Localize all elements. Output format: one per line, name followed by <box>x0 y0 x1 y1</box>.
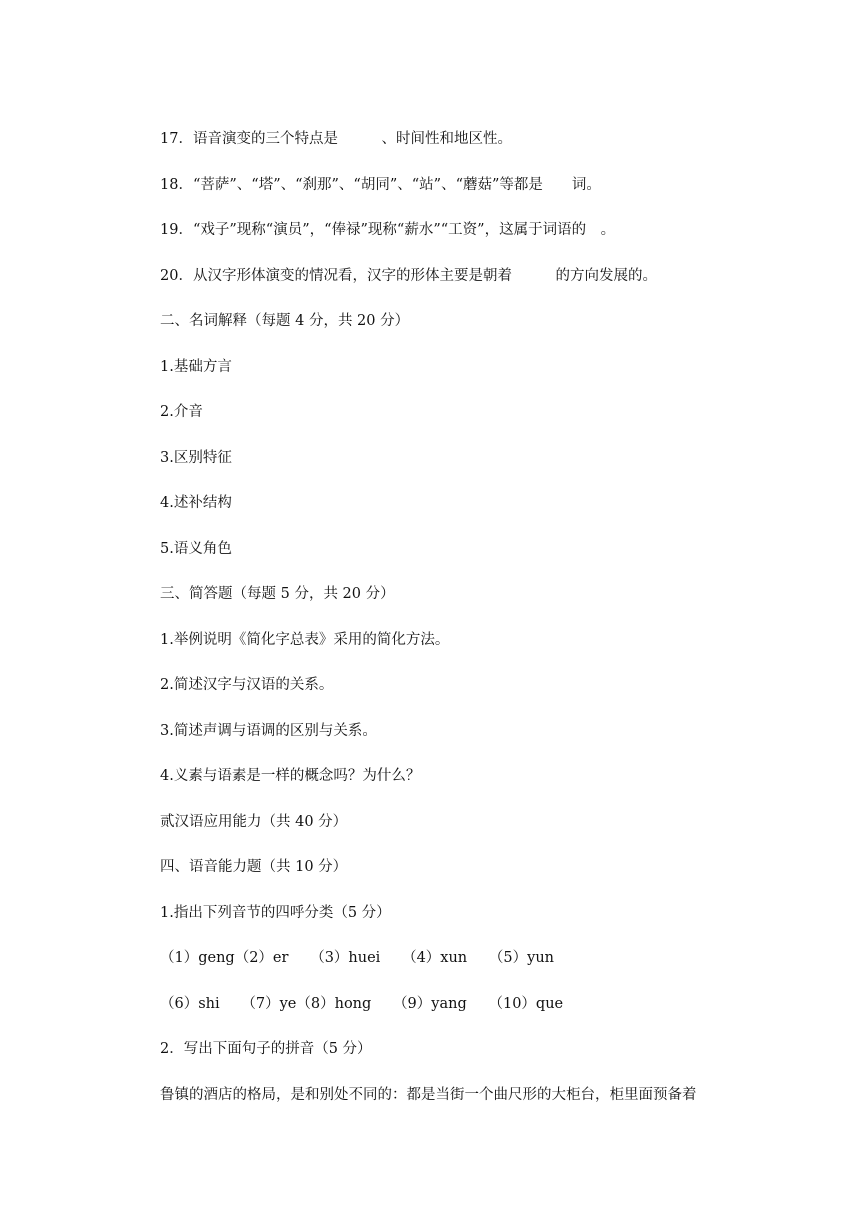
question-17: 17．语音演变的三个特点是 、时间性和地区性。 <box>160 131 512 147</box>
part-heading-application: 贰汉语应用能力（共 40 分） <box>160 814 348 830</box>
term-item-5: 5.语义角色 <box>160 541 232 557</box>
short-answer-item-3: 3.简述声调与语调的区别与关系。 <box>160 723 377 739</box>
syllable-list-row-2: （6）shi （7）ye（8）hong （9）yang （10）que <box>160 996 564 1012</box>
term-item-4: 4.述补结构 <box>160 495 232 511</box>
question-19: 19．“戏子”现称“演员”，“俸禄”现称“薪水”“工资”，这属于词语的 。 <box>160 222 616 238</box>
term-item-1: 1.基础方言 <box>160 359 232 375</box>
passage-text: 鲁镇的酒店的格局，是和别处不同的：都是当街一个曲尺形的大柜台，柜里面预备着 <box>160 1087 697 1103</box>
term-item-2: 2.介音 <box>160 404 203 420</box>
phonetics-question-1: 1.指出下列音节的四呼分类（5 分） <box>160 905 391 921</box>
syllable-list-row-1: （1）geng（2）er （3）huei （4）xun （5）yun <box>160 950 554 966</box>
section-heading-short-answer: 三、简答题（每题 5 分，共 20 分） <box>160 586 395 602</box>
term-item-3: 3.区别特征 <box>160 450 232 466</box>
question-20: 20．从汉字形体演变的情况看，汉字的形体主要是朝着 的方向发展的。 <box>160 268 657 284</box>
question-18: 18．“菩萨”、“塔”、“刹那”、“胡同”、“站”、“蘑菇”等都是 词。 <box>160 177 601 193</box>
short-answer-item-1: 1.举例说明《简化字总表》采用的简化方法。 <box>160 632 450 648</box>
section-heading-term-definitions: 二、名词解释（每题 4 分，共 20 分） <box>160 313 410 329</box>
short-answer-item-2: 2.简述汉字与汉语的关系。 <box>160 677 334 693</box>
short-answer-item-4: 4.义素与语素是一样的概念吗？为什么？ <box>160 768 421 784</box>
section-heading-phonetics: 四、语音能力题（共 10 分） <box>160 859 348 875</box>
phonetics-question-2: 2．写出下面句子的拼音（5 分） <box>160 1041 372 1057</box>
